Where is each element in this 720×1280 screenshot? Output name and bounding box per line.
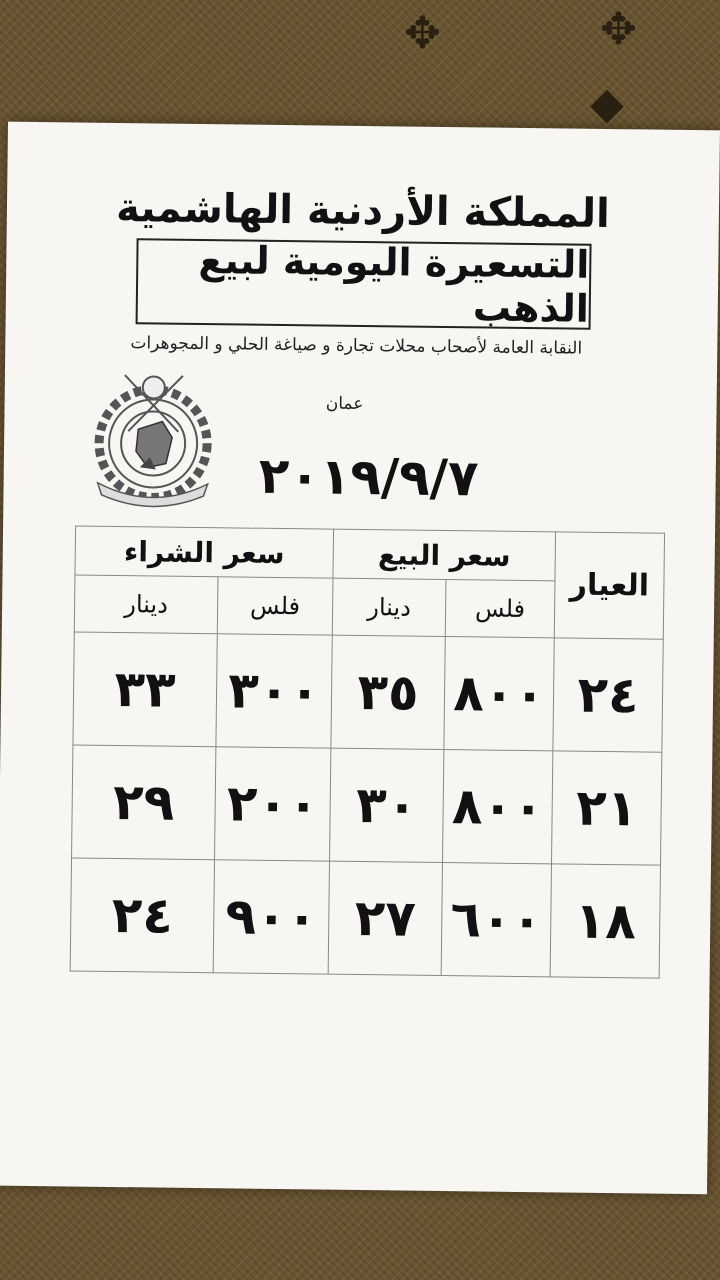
sell-price-header: سعر البيع [333,529,556,581]
sell-fils-header: فلس [445,580,555,638]
syndicate-logo-icon [89,371,217,509]
sell-dinar-header: دينار [332,578,446,636]
table-row [70,858,660,978]
table-row [72,745,662,865]
organization-name: النقابة العامة لأصحاب محلات تجارة و صياغة الحلي و المجوهرات [130,333,583,359]
buy-fils-cell: ٩٠٠ [213,860,329,974]
buy-dinar-cell: ٢٤ [70,858,214,973]
sell-dinar-cell: ٣٥ [331,635,445,749]
city-name: عمان [325,393,364,415]
daily-pricing-subtitle: التسعيرة اليومية لبيع الذهب [198,237,590,331]
sell-fils-cell: ٨٠٠ [443,750,553,864]
buy-dinar-cell: ٣٣ [73,632,217,747]
sell-dinar-cell: ٢٧ [328,861,442,975]
buy-dinar-cell: ٢٩ [72,745,216,860]
buy-dinar-header: دينار [74,575,218,634]
buy-fils-header: فلس [217,577,333,635]
subtitle-box [136,238,592,330]
karat-cell: ٢٤ [553,638,663,752]
sell-fils-cell: ٨٠٠ [444,637,554,751]
price-sheet [0,122,720,1195]
buy-price-header: سعر الشراء [75,526,334,578]
karat-cell: ١٨ [550,864,660,978]
table-row [73,632,663,752]
sell-dinar-cell: ٣٠ [330,748,444,862]
gold-price-table [70,526,665,979]
sell-fils-cell: ٦٠٠ [441,863,551,977]
karat-cell: ٢١ [551,751,661,865]
fabric-motif: ◆ [590,78,624,129]
price-date: ٢٠١٩/٩/٧ [258,446,479,508]
buy-fils-cell: ٣٠٠ [216,634,332,748]
kingdom-title: المملكة الأردنية الهاشمية [115,184,611,238]
fabric-motif: ✥ [600,4,637,55]
karat-header: العيار [554,532,664,639]
buy-fils-cell: ٢٠٠ [215,747,331,861]
fabric-motif: ✥ [404,8,441,59]
